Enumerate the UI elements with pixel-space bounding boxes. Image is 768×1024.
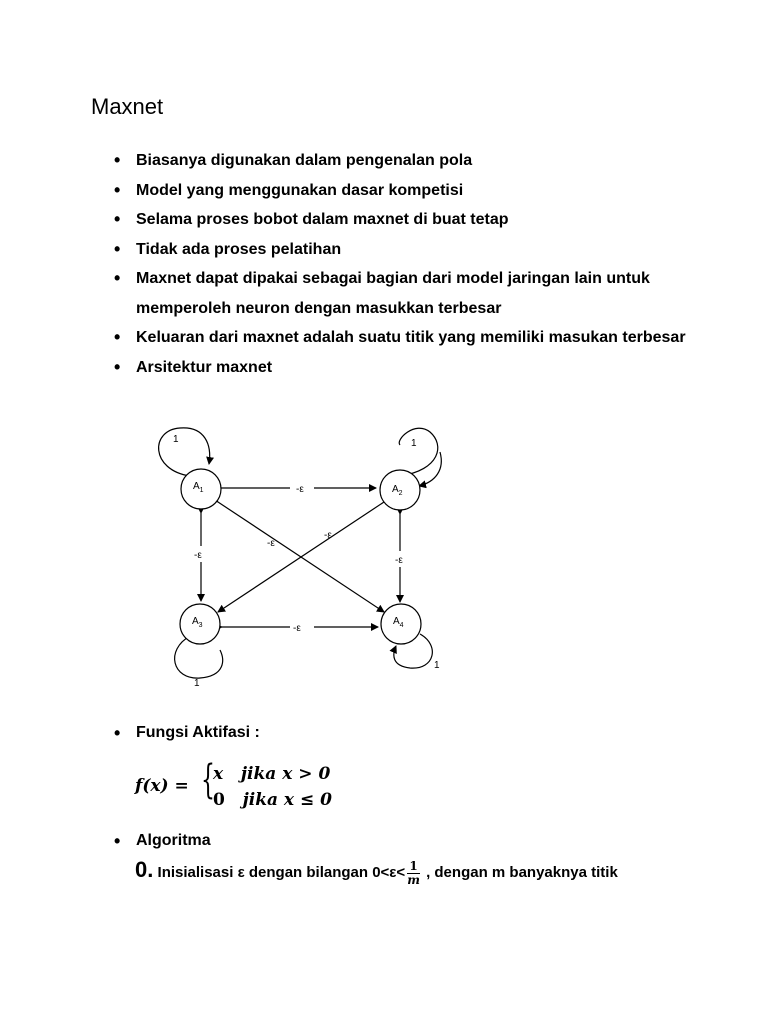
- svg-text:A1: $A_1$: [193, 481, 204, 494]
- edge-weight-label: -ε: [267, 538, 275, 549]
- formula-lhs: f(x) =: [135, 776, 189, 796]
- svg-text:A2: $A_2$: [392, 484, 403, 497]
- list-item: • Model yang menggunakan dasar kompetisi: [112, 176, 692, 206]
- edge-weight-label: -ε: [324, 530, 332, 541]
- formula-case-2: 0 jika x ≤ 0: [213, 790, 332, 810]
- self-weight-label: 1: [411, 438, 417, 449]
- list-item: • Tidak ada proses pelatihan: [112, 235, 692, 265]
- svg-text:A4: $A_4$: [393, 616, 404, 629]
- formula-brace: {: [201, 757, 215, 803]
- algorithm-step-0: [135, 857, 618, 887]
- self-loop-a2: [399, 428, 438, 476]
- algorithm-heading: • Algoritma: [112, 832, 211, 850]
- list-item: • Maxnet dapat dipakai sebagai bagian dari model jaringan lain untuk memperoleh neuron dengan masukkan terbesar: [112, 264, 692, 323]
- self-weight-label: 1: [173, 434, 179, 445]
- activation-heading: • Fungsi Aktifasi :: [112, 724, 260, 742]
- edge-weight-label: -ε: [296, 484, 304, 495]
- svg-text:A3: $A_3$: [192, 616, 203, 629]
- node-a2: [380, 470, 420, 510]
- node-a4: [381, 604, 421, 644]
- step-text-tail: , dengan m banyaknya titik: [426, 864, 618, 881]
- self-weight-label: 1: [194, 678, 200, 689]
- step-text: Inisialisasi ε dengan bilangan 0<ε<: [157, 864, 406, 881]
- node-a3: [180, 604, 220, 644]
- step-number: 0.: [135, 857, 154, 882]
- list-item: • Keluaran dari maxnet adalah suatu titik yang memiliki masukan terbesar: [112, 323, 692, 353]
- list-item: • Biasanya digunakan dalam pengenalan pola: [112, 146, 692, 176]
- list-item: • Selama proses bobot dalam maxnet di buat tetap: [112, 205, 692, 235]
- node-a1: [181, 469, 221, 509]
- page-title: Maxnet: [91, 94, 164, 119]
- fraction: $\frac{1}{m}$: [407, 858, 420, 887]
- self-weight-label: 1: [434, 660, 440, 671]
- edge-weight-label: -ε: [395, 555, 403, 566]
- list-item: • Arsitektur maxnet: [112, 353, 692, 383]
- edge-weight-label: -ε: [194, 550, 202, 561]
- edge-weight-label: -ε: [293, 623, 301, 634]
- formula-case-1: x jika x > 0: [213, 764, 331, 784]
